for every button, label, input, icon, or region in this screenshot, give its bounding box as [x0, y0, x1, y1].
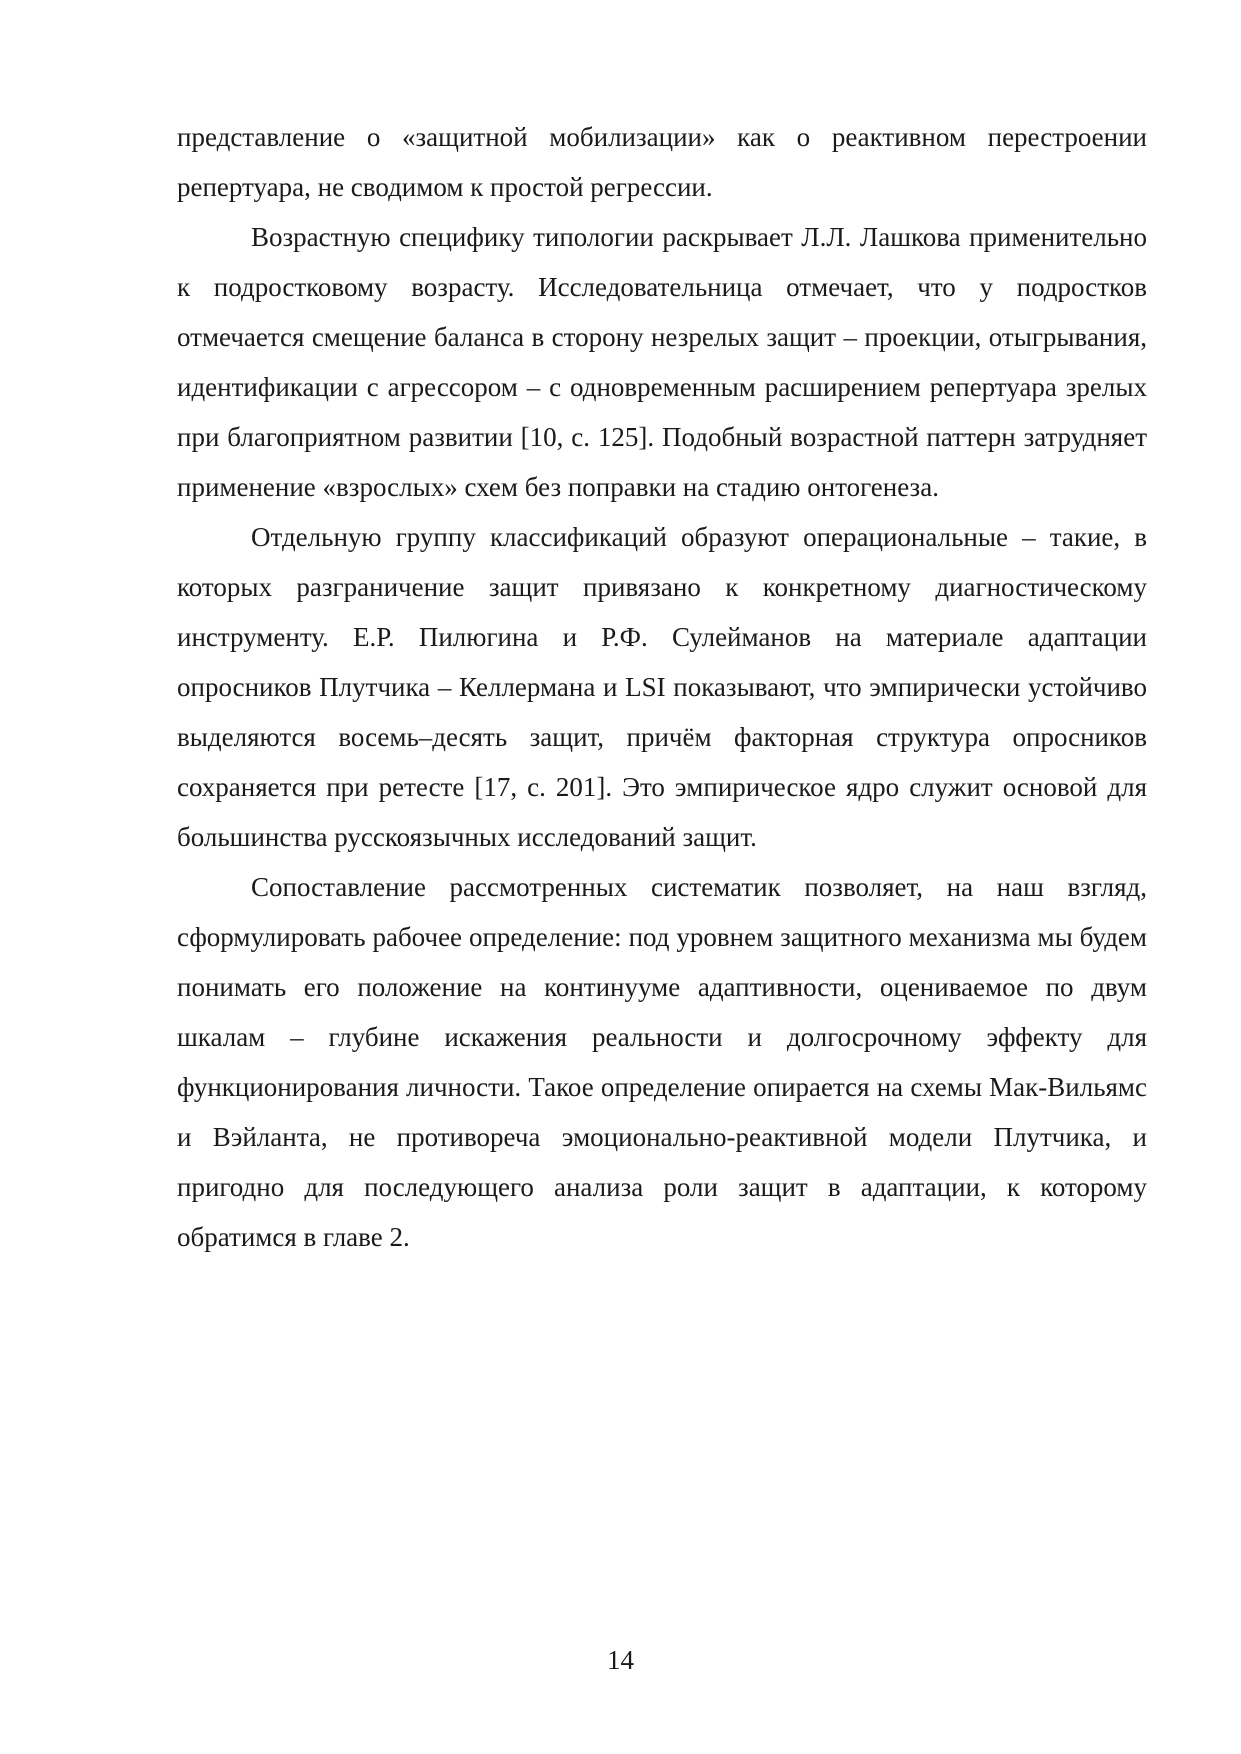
paragraph-continuation: представление о «защитной мобилизации» как о реактивном перестроении репертуара, не сводимом к простой регрессии.	[177, 122, 1147, 202]
paragraph-age-specifics: Возрастную специфику типологии раскрывает Л.Л. Лашкова применительно к подростковому возрасту. Исследовательница отмечает, что у подростков отмечается смещение баланса в сторону незрелых защит – проекции, отыгрывания, идентификации с агрессором – с одновременным расширением репертуара зрелых при благоприятном развитии [10, с. 125]. Подобный возрастной паттерн затрудняет применение «взрослых» схем без поправки на стадию онтогенеза.	[177, 222, 1147, 502]
body-text	[177, 112, 1147, 1262]
page-number: 14	[607, 1645, 634, 1675]
paragraph-operational-classifications: Отдельную группу классификаций образуют операциональные – такие, в которых разграничение защит привязано к конкретному диагностическому инструменту. Е.Р. Пилюгина и Р.Ф. Сулейманов на материале адаптации опросников Плутчика – Келлермана и LSI показывают, что эмпирически устойчиво выделяются восемь–десять защит, причём факторная структура опросников сохраняется при ретесте [17, с. 201]. Это эмпирическое ядро служит основой для большинства русскоязычных исследований защит.	[177, 522, 1147, 852]
paragraph-working-definition: Сопоставление рассмотренных систематик позволяет, на наш взгляд, сформулировать рабочее определение: под уровнем защитного механизма мы будем понимать его положение на континууме адаптивности, оцениваемое по двум шкалам – глубине искажения реальности и долгосрочному эффекту для функционирования личности. Такое определение опирается на схемы Мак-Вильямс и Вэйланта, не противореча эмоционально-реактивной модели Плутчика, и пригодно для последующего анализа роли защит в адаптации, к которому обратимся в главе 2.	[177, 872, 1147, 1252]
